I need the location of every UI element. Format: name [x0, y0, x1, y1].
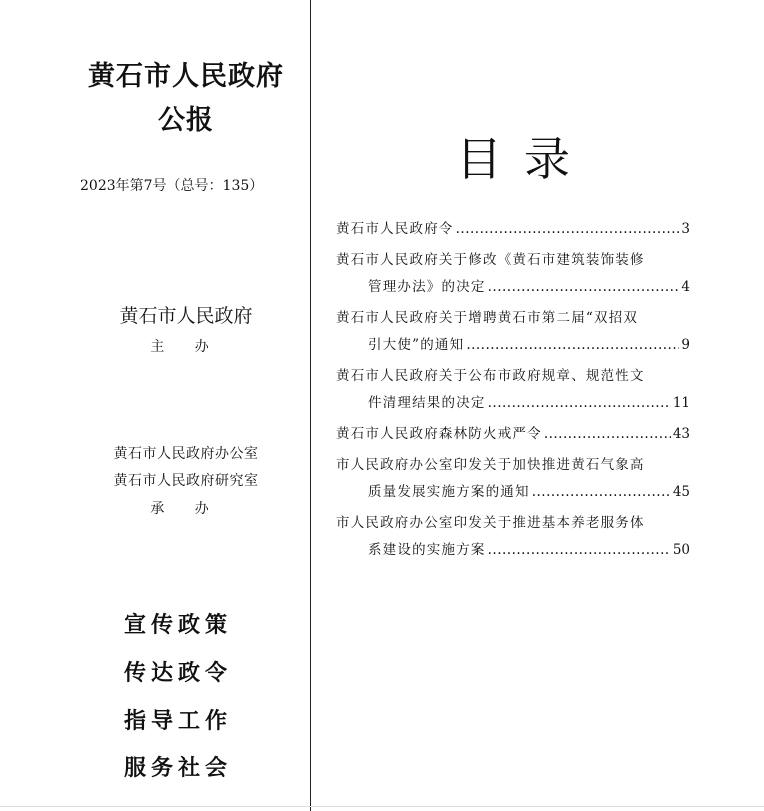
organizer-name-1: 黄石市人民政府办公室 [113, 446, 259, 462]
toc-leader-dots [488, 537, 671, 564]
toc-leader-dots [544, 421, 671, 448]
toc-leader-dots [466, 332, 679, 359]
toc-entry-title-cont: 引大使”的通知 [368, 337, 465, 353]
motto-line: 指导工作 [124, 708, 233, 734]
toc-entry[interactable] [336, 452, 690, 506]
toc-entry-title: 市人民政府办公室印发关于推进基本养老服务体 [336, 515, 645, 531]
toc-page-number: 43 [672, 426, 690, 442]
toc-entry-title: 黄石市人民政府关于修改《黄石市建筑装饰装修 [336, 252, 645, 268]
motto-line: 服务社会 [124, 755, 233, 781]
publication-title-line2: 公报 [158, 105, 214, 136]
toc-entry-title: 黄石市人民政府关于公布市政府规章、规范性文 [336, 368, 645, 384]
toc-entry[interactable] [336, 421, 690, 448]
toc-entry-title-cont: 质量发展实施方案的通知 [368, 484, 530, 500]
publication-title-line1: 黄石市人民政府 [88, 61, 284, 92]
toc-leader-dots [488, 390, 671, 417]
toc-leader-dots [456, 216, 680, 243]
toc-leader-dots [532, 479, 671, 506]
toc-entry-title-cont: 件清理结果的决定 [368, 395, 486, 411]
toc-entry-title: 黄石市人民政府森林防火戒严令 [336, 426, 542, 442]
toc-entry[interactable] [336, 363, 690, 417]
page-bottom-rule [0, 806, 764, 807]
toc-page-number: 9 [681, 337, 690, 353]
sponsor-role: 主 办 [150, 339, 222, 355]
toc-entry[interactable] [336, 510, 690, 564]
toc-page-number: 50 [672, 542, 690, 558]
toc-entry[interactable] [336, 247, 690, 301]
organizer-role: 承 办 [150, 501, 222, 517]
toc-entry-title: 黄石市人民政府关于增聘黄石市第二届“双招双 [336, 310, 639, 326]
toc-entry-title: 黄石市人民政府令 [336, 221, 454, 237]
organizer-name-2: 黄石市人民政府研究室 [113, 473, 259, 489]
table-of-contents [336, 216, 690, 568]
toc-heading: 目录 [456, 132, 592, 186]
motto-line: 传达政令 [124, 660, 233, 686]
toc-page-number: 11 [672, 395, 690, 411]
sponsor-name: 黄石市人民政府 [119, 305, 253, 327]
issue-number: 2023年第7号（总号：135） [80, 178, 264, 194]
toc-page-number: 45 [672, 484, 690, 500]
toc-page-number: 4 [681, 279, 690, 295]
cover-left-column [0, 0, 310, 811]
toc-entry-title: 市人民政府办公室印发关于加快推进黄石气象高 [336, 457, 645, 473]
toc-leader-dots [488, 274, 680, 301]
toc-page-number: 3 [681, 221, 690, 237]
toc-entry-title-cont: 系建设的实施方案 [368, 542, 486, 558]
column-divider [310, 0, 311, 811]
toc-entry[interactable] [336, 216, 690, 243]
motto-line: 宣传政策 [124, 612, 233, 638]
toc-entry-title-cont: 管理办法》的决定 [368, 279, 486, 295]
toc-entry[interactable] [336, 305, 690, 359]
